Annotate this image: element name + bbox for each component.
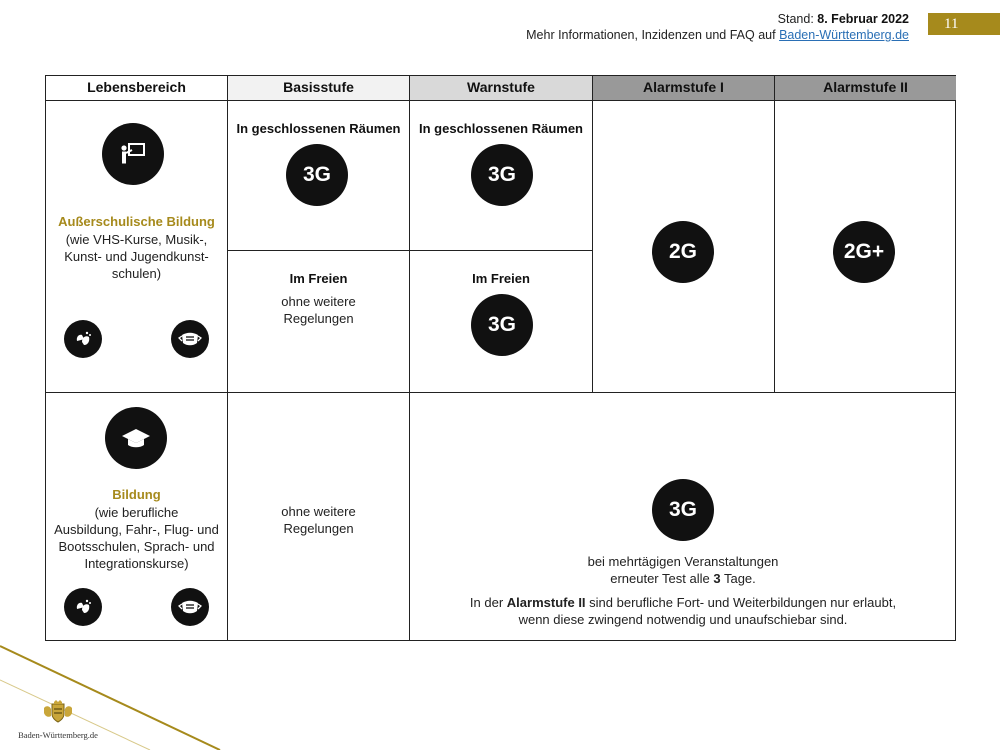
row2-alarm-note-line2: wenn diese zwingend notwendig und unaufschiebar sind. [518, 612, 848, 627]
basis-outside-label: Im Freien [289, 271, 348, 286]
row1-alarm1 [593, 101, 775, 393]
bw-link[interactable]: Baden-Württemberg.de [779, 28, 909, 42]
row2-note-line1: bei mehrtägigen Veranstaltungen [587, 554, 779, 569]
warn-inside-label: In geschlossenen Räumen [419, 121, 583, 136]
row1-warn-inside [410, 101, 593, 251]
row2-warn-alarm [410, 393, 956, 640]
row2-desc-line3: Bootsschulen, Sprach- und [58, 539, 215, 554]
page-number: 11 [928, 13, 1000, 35]
alarm2-badge: 2G+ [833, 221, 895, 283]
alarm1-badge: 2G [652, 221, 714, 283]
handwashing-icon [64, 320, 102, 358]
row2-basis [228, 393, 410, 640]
row2-desc-line4: Integrationskurse) [84, 556, 189, 571]
row2-basis-line1: ohne weitere [281, 504, 356, 519]
header-warnstufe: Warnstufe [410, 76, 593, 101]
row1-basis-outside [228, 251, 410, 393]
row2-basis-line2: Regelungen [283, 521, 354, 536]
row1-lebensbereich [46, 101, 228, 393]
info-text: Mehr Informationen, Inzidenzen und FAQ auf [526, 28, 776, 42]
row2-title: Bildung [112, 487, 161, 502]
row2-note-line2: erneuter Test alle 3 Tage. [610, 571, 756, 586]
row2-lebensbereich [46, 393, 228, 640]
stand-line [526, 11, 909, 27]
header-lebensbereich: Lebensbereich [46, 76, 228, 101]
row2-desc-line2: Ausbildung, Fahr-, Flug- und [54, 522, 219, 537]
row1-desc-line2: Kunst- und Jugendkunst- [64, 249, 209, 264]
graduation-cap-icon [105, 407, 167, 469]
row2-badge: 3G [652, 479, 714, 541]
row1-desc-line1: (wie VHS-Kurse, Musik-, [65, 232, 208, 247]
logo-text: Baden-Württemberg.de [18, 730, 98, 740]
header-alarmstufe-1: Alarmstufe I [593, 76, 775, 101]
row1-warn-outside [410, 251, 593, 393]
rules-table [45, 75, 956, 641]
basis-outside-line2: Regelungen [283, 311, 354, 326]
row1-basis-inside [228, 101, 410, 251]
face-mask-icon [171, 588, 209, 626]
basis-inside-badge: 3G [286, 144, 348, 206]
row1-alarm2 [775, 101, 956, 393]
teacher-board-icon [102, 123, 164, 185]
row1-desc-line3: schulen) [111, 266, 162, 281]
basis-outside-line1: ohne weitere [281, 294, 356, 309]
basis-inside-label: In geschlossenen Räumen [236, 121, 401, 136]
warn-inside-badge: 3G [471, 144, 533, 206]
face-mask-icon [171, 320, 209, 358]
info-line [526, 27, 909, 43]
row2-desc-line1: (wie berufliche [94, 505, 179, 520]
warn-outside-badge: 3G [471, 294, 533, 356]
bw-logo[interactable] [8, 700, 108, 740]
row1-title: Außerschulische Bildung [58, 214, 215, 229]
row2-alarm-note-line1: In der Alarmstufe II sind berufliche Fort- und Weiterbildungen nur erlaubt, [469, 595, 897, 610]
handwashing-icon [64, 588, 102, 626]
stand-label: Stand: [777, 12, 814, 26]
header-basisstufe: Basisstufe [228, 76, 410, 101]
header-alarmstufe-2: Alarmstufe II [775, 76, 956, 101]
coat-of-arms-icon [41, 700, 75, 724]
page-header [526, 11, 909, 43]
warn-outside-label: Im Freien [472, 271, 530, 286]
stand-date: 8. Februar 2022 [817, 12, 909, 26]
